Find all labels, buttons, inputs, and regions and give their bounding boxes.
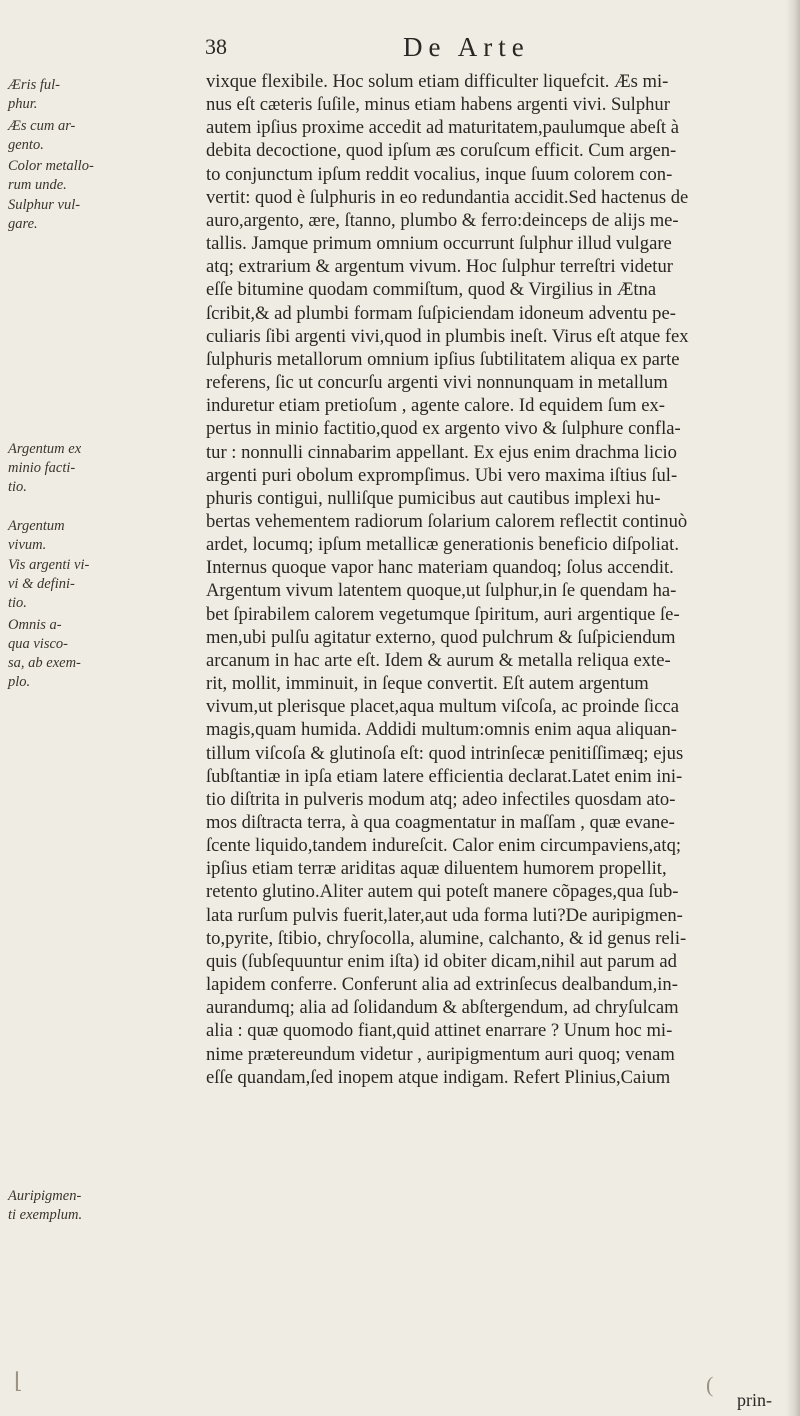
text-line: nime prætereundum videtur , auripigmentum auri quoq; venam — [206, 1043, 675, 1065]
margin-note: Argentum ex minio facti- tio. — [8, 441, 82, 495]
text-line: to,pyrite, ſtibio, chryſocolla, alumine, calchanto, & id genus reli- — [206, 927, 687, 949]
text-line: argenti puri obolum exprompſimus. Ubi vero maxima iſtius ſul- — [206, 464, 678, 486]
text-line: alia : quæ quomodo fiant,quid attinet enarrare ? Unum hoc mi- — [206, 1020, 673, 1042]
text-line: vixque flexibile. Hoc solum etiam difficulter liquefcit. Æs mi- — [206, 71, 669, 92]
text-line: ſulphuris metallorum omnium ipſius ſubtilitatem aliqua ex parte — [206, 348, 680, 370]
text-line: Argentum vivum latentem quoque,ut ſulphur,in ſe quendam ha- — [206, 580, 677, 602]
text-line: arcanum in hac arte eſt. Idem & aurum & metalla reliqua exte- — [206, 649, 671, 671]
margin-note: Æs cum ar- gento. — [8, 118, 76, 153]
text-line: tio diſtrita in pulveris modum atq; adeo infectiles quosdam ato- — [206, 788, 676, 810]
catchword: prin- — [737, 1390, 772, 1410]
text-line: tillum viſcoſa & glutinoſa eſt: quod intrinſecæ penitiſſimæq; ejus — [206, 742, 684, 764]
margin-note: Æris ful- phur. — [8, 77, 60, 112]
page-number: 38 — [205, 34, 227, 59]
text-line: culiaris ſibi argenti vivi,quod in plumbis ineſt. Virus eſt atque fex — [206, 325, 689, 347]
text-line: nus eſt cæteris ſuſile, minus etiam habens argenti vivi. Sulphur — [206, 94, 670, 116]
text-line: atq; extrarium & argentum vivum. Hoc ſulphur terreſtri videtur — [206, 256, 673, 278]
text-line: auro,argento, ære, ſtanno, plumbo & ferro:deinceps de alijs me- — [206, 209, 679, 231]
text-line: ſcente liquido,tandem indureſcit. Calor enim circumpaviens,atq; — [206, 835, 682, 857]
text-line: to conjunctum ipſum reddit vocalius, inque ſuum colorem con- — [206, 163, 673, 185]
text-line: autem ipſius proxime accedit ad maturitatem,paulumque abeſt à — [206, 117, 679, 139]
text-line: men,ubi pulſu agitatur externo, quod pulchrum & ſuſpiciendum — [206, 626, 676, 648]
text-line: bertas vehementem radiorum ſolarium calorem reflectit continuò — [206, 510, 688, 532]
text-line: debita decoctione, quod ipſum æs coruſcum efficit. Cum argen- — [206, 140, 677, 162]
text-line: ardet, locumq; ipſum metallicæ generationis beneficio diſpoliat. — [206, 534, 679, 556]
text-line: vertit: quod è ſulphuris in eo redundantia accidit.Sed hactenus de — [206, 186, 689, 208]
text-line: vivum,ut plerisque placet,aqua multum viſcoſa, ac proinde ſicca — [206, 696, 679, 718]
text-line: ſcribit,& ad plumbi formam ſuſpiciendam idoneum adventu pe- — [206, 302, 676, 324]
text-line: eſſe quandam,ſed inopem atque indigam. Refert Plinius,Caium — [206, 1066, 671, 1088]
body-text — [206, 70, 786, 1089]
margin-note: Vis argenti vi- vi & defini- tio. — [8, 557, 90, 611]
text-line: phuris contigui, nulliſque pumicibus aut cautibus implexi hu- — [206, 487, 661, 509]
ink-smudge-mark: ⌊ — [14, 1368, 23, 1393]
text-line: pertus in minio factitio,quod ex argento vivo & ſulphure confla- — [206, 418, 681, 440]
margin-note: Color metallo- rum unde. — [8, 158, 94, 193]
text-line: mos diſtracta terra, à qua coagmentatur in maſſam , quæ evane- — [206, 812, 675, 833]
text-line: rit, mollit, imminuit, in ſeque convertit. Eſt autem argentum — [206, 673, 649, 695]
page-gutter-shadow — [786, 0, 800, 1416]
text-line: bet ſpirabilem calorem vegetumque ſpiritum, auri argentique ſe- — [206, 603, 680, 625]
text-line: ipſius etiam terræ ariditas aquæ diluentem humorem propellit, — [206, 858, 667, 880]
margin-note: Sulphur vul- gare. — [8, 197, 81, 232]
ink-smudge-mark: ( — [706, 1372, 714, 1397]
text-line: tur : nonnulli cinnabarim appellant. Ex ejus enim drachma licio — [206, 441, 677, 463]
text-line: ſubſtantiæ in ipſa etiam latere efficientia declarat.Latet enim ini- — [206, 765, 683, 787]
text-line: retento glutino.Aliter autem qui poteſt manere cõpages,qua ſub- — [206, 881, 679, 903]
running-head — [205, 32, 725, 66]
running-title: De Arte — [403, 32, 530, 62]
text-line: magis,quam humida. Addidi multum:omnis enim aqua aliquan- — [206, 719, 677, 741]
text-line: quis (ſubſequuntur enim iſta) id obiter dicam,nihil aut parum ad — [206, 950, 677, 972]
margin-note: Omnis a- qua visco- sa, ab exem- plo. — [8, 617, 81, 690]
text-line: aurandumq; alia ad ſolidandum & abſtergendum, ad chryſulcam — [206, 997, 679, 1019]
text-line: referens, ſic ut concurſu argenti vivi nonnunquam in metallum — [206, 372, 668, 394]
text-line: tallis. Jamque primum omnium occurrunt ſulphur illud vulgare — [206, 233, 672, 255]
text-line: Internus quoque vapor hanc materiam quandoq; ſolus accendit. — [206, 557, 674, 579]
text-line: lapidem conferre. Conferunt alia ad extrinſecus dealbandum,in- — [206, 974, 678, 996]
text-line: induretur etiam pretioſum , agente calore. Id equidem ſum ex- — [206, 395, 665, 417]
margin-note: Auripigmen- ti exemplum. — [8, 1188, 83, 1223]
margin-note: Argentum vivum. — [8, 518, 65, 553]
text-line: eſſe bitumine quodam commiſtum, quod & Virgilius in Ætna — [206, 279, 657, 301]
text-line: lata rurſum pulvis fuerit,later,aut uda forma luti?De auripigmen- — [206, 904, 683, 926]
